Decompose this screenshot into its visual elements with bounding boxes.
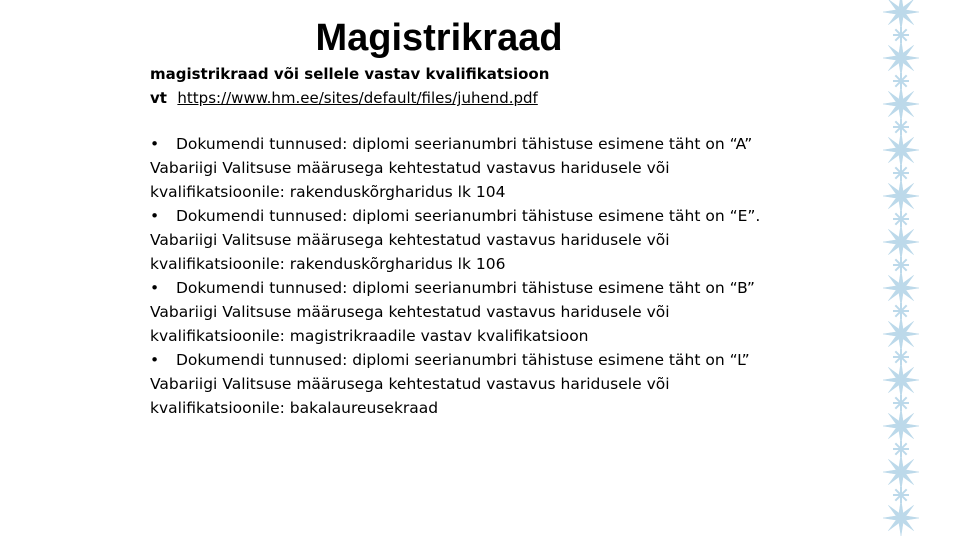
subtitle xyxy=(150,62,549,110)
item-line: kvalifikatsioonile: rakenduskõrgharidus lk 104 xyxy=(150,183,506,201)
item-line: Vabariigi Valitsuse määrusega kehtestatud vastavus haridusele või xyxy=(150,159,670,177)
snowflake-icon xyxy=(883,178,919,214)
item-line: Vabariigi Valitsuse määrusega kehtestatud vastavus haridusele või xyxy=(150,375,670,393)
snowflake-pattern-icon xyxy=(872,0,930,539)
list-item xyxy=(150,132,870,204)
item-line: kvalifikatsioonile: bakalaureusekraad xyxy=(150,399,439,417)
bullet: • xyxy=(150,135,160,153)
list-item xyxy=(150,204,870,276)
snowflake-icon xyxy=(883,500,919,536)
snowflake-icon xyxy=(883,132,919,168)
reference-line xyxy=(150,86,549,110)
snowflake-icon xyxy=(883,316,919,352)
snowflake-icon xyxy=(883,270,919,306)
snowflake-icon xyxy=(883,362,919,398)
item-line: Vabariigi Valitsuse määrusega kehtestatud vastavus haridusele või xyxy=(150,303,670,321)
snowflake-icon xyxy=(883,224,919,260)
bullet: • xyxy=(150,207,160,225)
bullet: • xyxy=(150,351,160,369)
list-item xyxy=(150,276,870,348)
reference-link[interactable]: https://www.hm.ee/sites/default/files/juhend.pdf xyxy=(177,89,538,107)
item-line: Vabariigi Valitsuse määrusega kehtestatud vastavus haridusele või xyxy=(150,231,670,249)
content-body xyxy=(150,132,870,420)
snowflake-icon xyxy=(883,40,919,76)
vt-label: vt xyxy=(150,89,167,107)
page-title: Magistrikraad xyxy=(315,17,563,59)
subtitle-text: magistrikraad või sellele vastav kvalifikatsioon xyxy=(150,65,550,83)
snowflake-icon xyxy=(883,0,919,30)
item-line: Dokumendi tunnused: diplomi seerianumbri tähistuse esimene täht on “A” xyxy=(176,135,753,153)
snowflake-icon xyxy=(883,454,919,490)
snowflake-icon xyxy=(883,86,919,122)
item-line: kvalifikatsioonile: rakenduskõrgharidus lk 106 xyxy=(150,255,506,273)
item-line: Dokumendi tunnused: diplomi seerianumbri tähistuse esimene täht on “L” xyxy=(176,351,750,369)
item-line: Dokumendi tunnused: diplomi seerianumbri tähistuse esimene täht on “E”. xyxy=(176,207,761,225)
list-item xyxy=(150,348,870,420)
bullet: • xyxy=(150,279,160,297)
item-line: Dokumendi tunnused: diplomi seerianumbri tähistuse esimene täht on “B” xyxy=(176,279,755,297)
item-line: kvalifikatsioonile: magistrikraadile vastav kvalifikatsioon xyxy=(150,327,589,345)
snowflake-icon xyxy=(883,408,919,444)
